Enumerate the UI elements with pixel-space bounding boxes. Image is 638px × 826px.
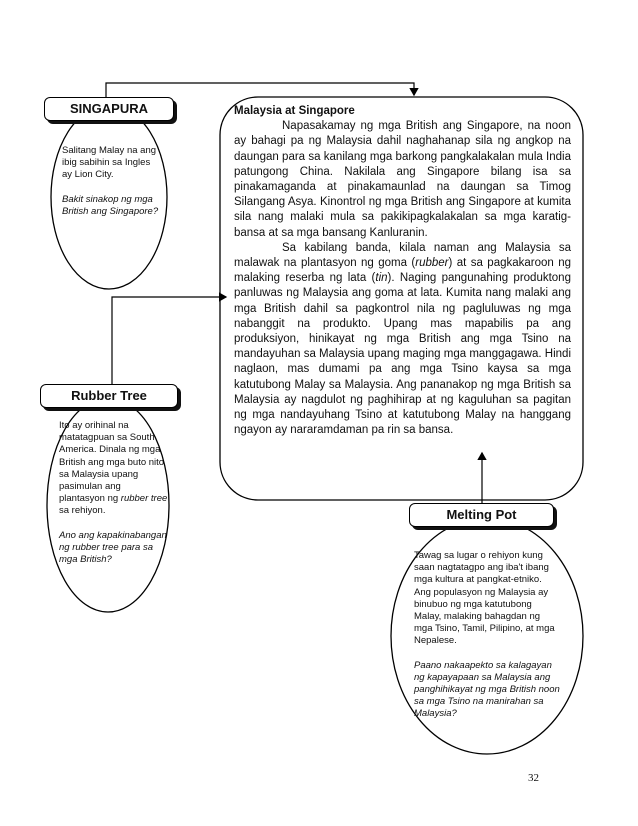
- singapura-definition: Salitang Malay na ang ibig sabihin sa Ingles ay Lion City.: [62, 145, 157, 181]
- rubber-tree-italic: rubber tree: [120, 493, 168, 505]
- melting-pot-population: Ang populasyon ng Malaysia ay binubuo ng mga katutubong Malay, malaking bahagdan ng mga Tsino, Tamil, Pilipino, at mga Nepalese.: [414, 586, 555, 647]
- rubber-tree-definition: Ito ay orihinal na matatagpuan sa South America. Dinala ng mga British ang mga buto nito sa Malaysia upang pasimulan ang plantasyon ng rubber tree sa rehiyon.: [59, 420, 168, 517]
- melting-pot-definition: Tawag sa lugar o rehiyon kung saan nagtatagpo ang iba't ibang mga kultura at pangkat-etniko.: [414, 550, 549, 586]
- singapura-question: Bakit sinakop ng mga British ang Singapore?: [62, 193, 159, 217]
- melting-pot-note: [414, 550, 560, 733]
- page-number: 32: [528, 772, 539, 784]
- melting-pot-question: Paano nakaapekto sa kalagayan ng kapayapaan sa Malaysia ang panghihikayat ng mga British noon sa mga Tsino na manirahan sa Malaysia?: [414, 659, 560, 720]
- rubber-tree-question: Ano ang kapakinabangan ng rubber tree para sa mga British?: [59, 529, 167, 566]
- singapura-note: [62, 145, 162, 230]
- arrow-singapura-main: [106, 83, 414, 97]
- main-paragraph-1: Napasakamay ng mga British ang Singapore, na noon ay bahagi pa ng Malaysia dahil naghahanap sila ng angkop na daungan para sa kanilang mga barkong pangkalakalan mula India patungong China. Nakilala ang Singapore bilang isa sa pinakamaganda at pinakamaunlad na daungan sa Timog Silangang Asya. Kinontrol ng mga British ang Singapore at kumita sila nang malaki mula sa pakikipagkalakalan sa mga karatig-bansa at sa mga bansang Kanluranin.: [234, 120, 571, 239]
- main-text: [234, 104, 571, 438]
- arrow-rubber-main: [112, 297, 226, 384]
- main-title: Malaysia at Singapore: [234, 105, 355, 117]
- main-paragraph-2: Sa kabilang banda, kilala naman ang Malaysia sa malawak na plantasyon ng goma (rubber) at sa pagkakaroon ng malaking reserba ng lata (tin). Naging pangunahing produktong panluwas ng Malaysia ang goma at lata. Kumita nang malaki ang mga British dahil sa pagkontrol nila ng pagluluwas ng mga nabanggit na produkto. Upang mas mapabilis pa ang produksiyon, hinikayat ng mga British ang mga Tsino na mandayuhan sa Malaysia upang maging mga manggagawa. Hindi naglaon, mas dumami pa ang mga Tsino kaysa sa mga katutubong Malay sa Malaysia. Ang pananakop ng mga British sa Malaysia ay nagdulot ng paghihirap at ng kaguluhan sa pagitan ng mga nandayuhang Tsino at katutubong Malay na hanggang ngayon ay nararamdaman pa rin sa bansa.: [234, 241, 572, 437]
- singapura-label: SINGAPURA: [44, 97, 174, 121]
- rubber-tree-label: Rubber Tree: [40, 384, 178, 408]
- rubber-tree-note: [59, 420, 169, 578]
- melting-pot-label: Melting Pot: [409, 503, 554, 527]
